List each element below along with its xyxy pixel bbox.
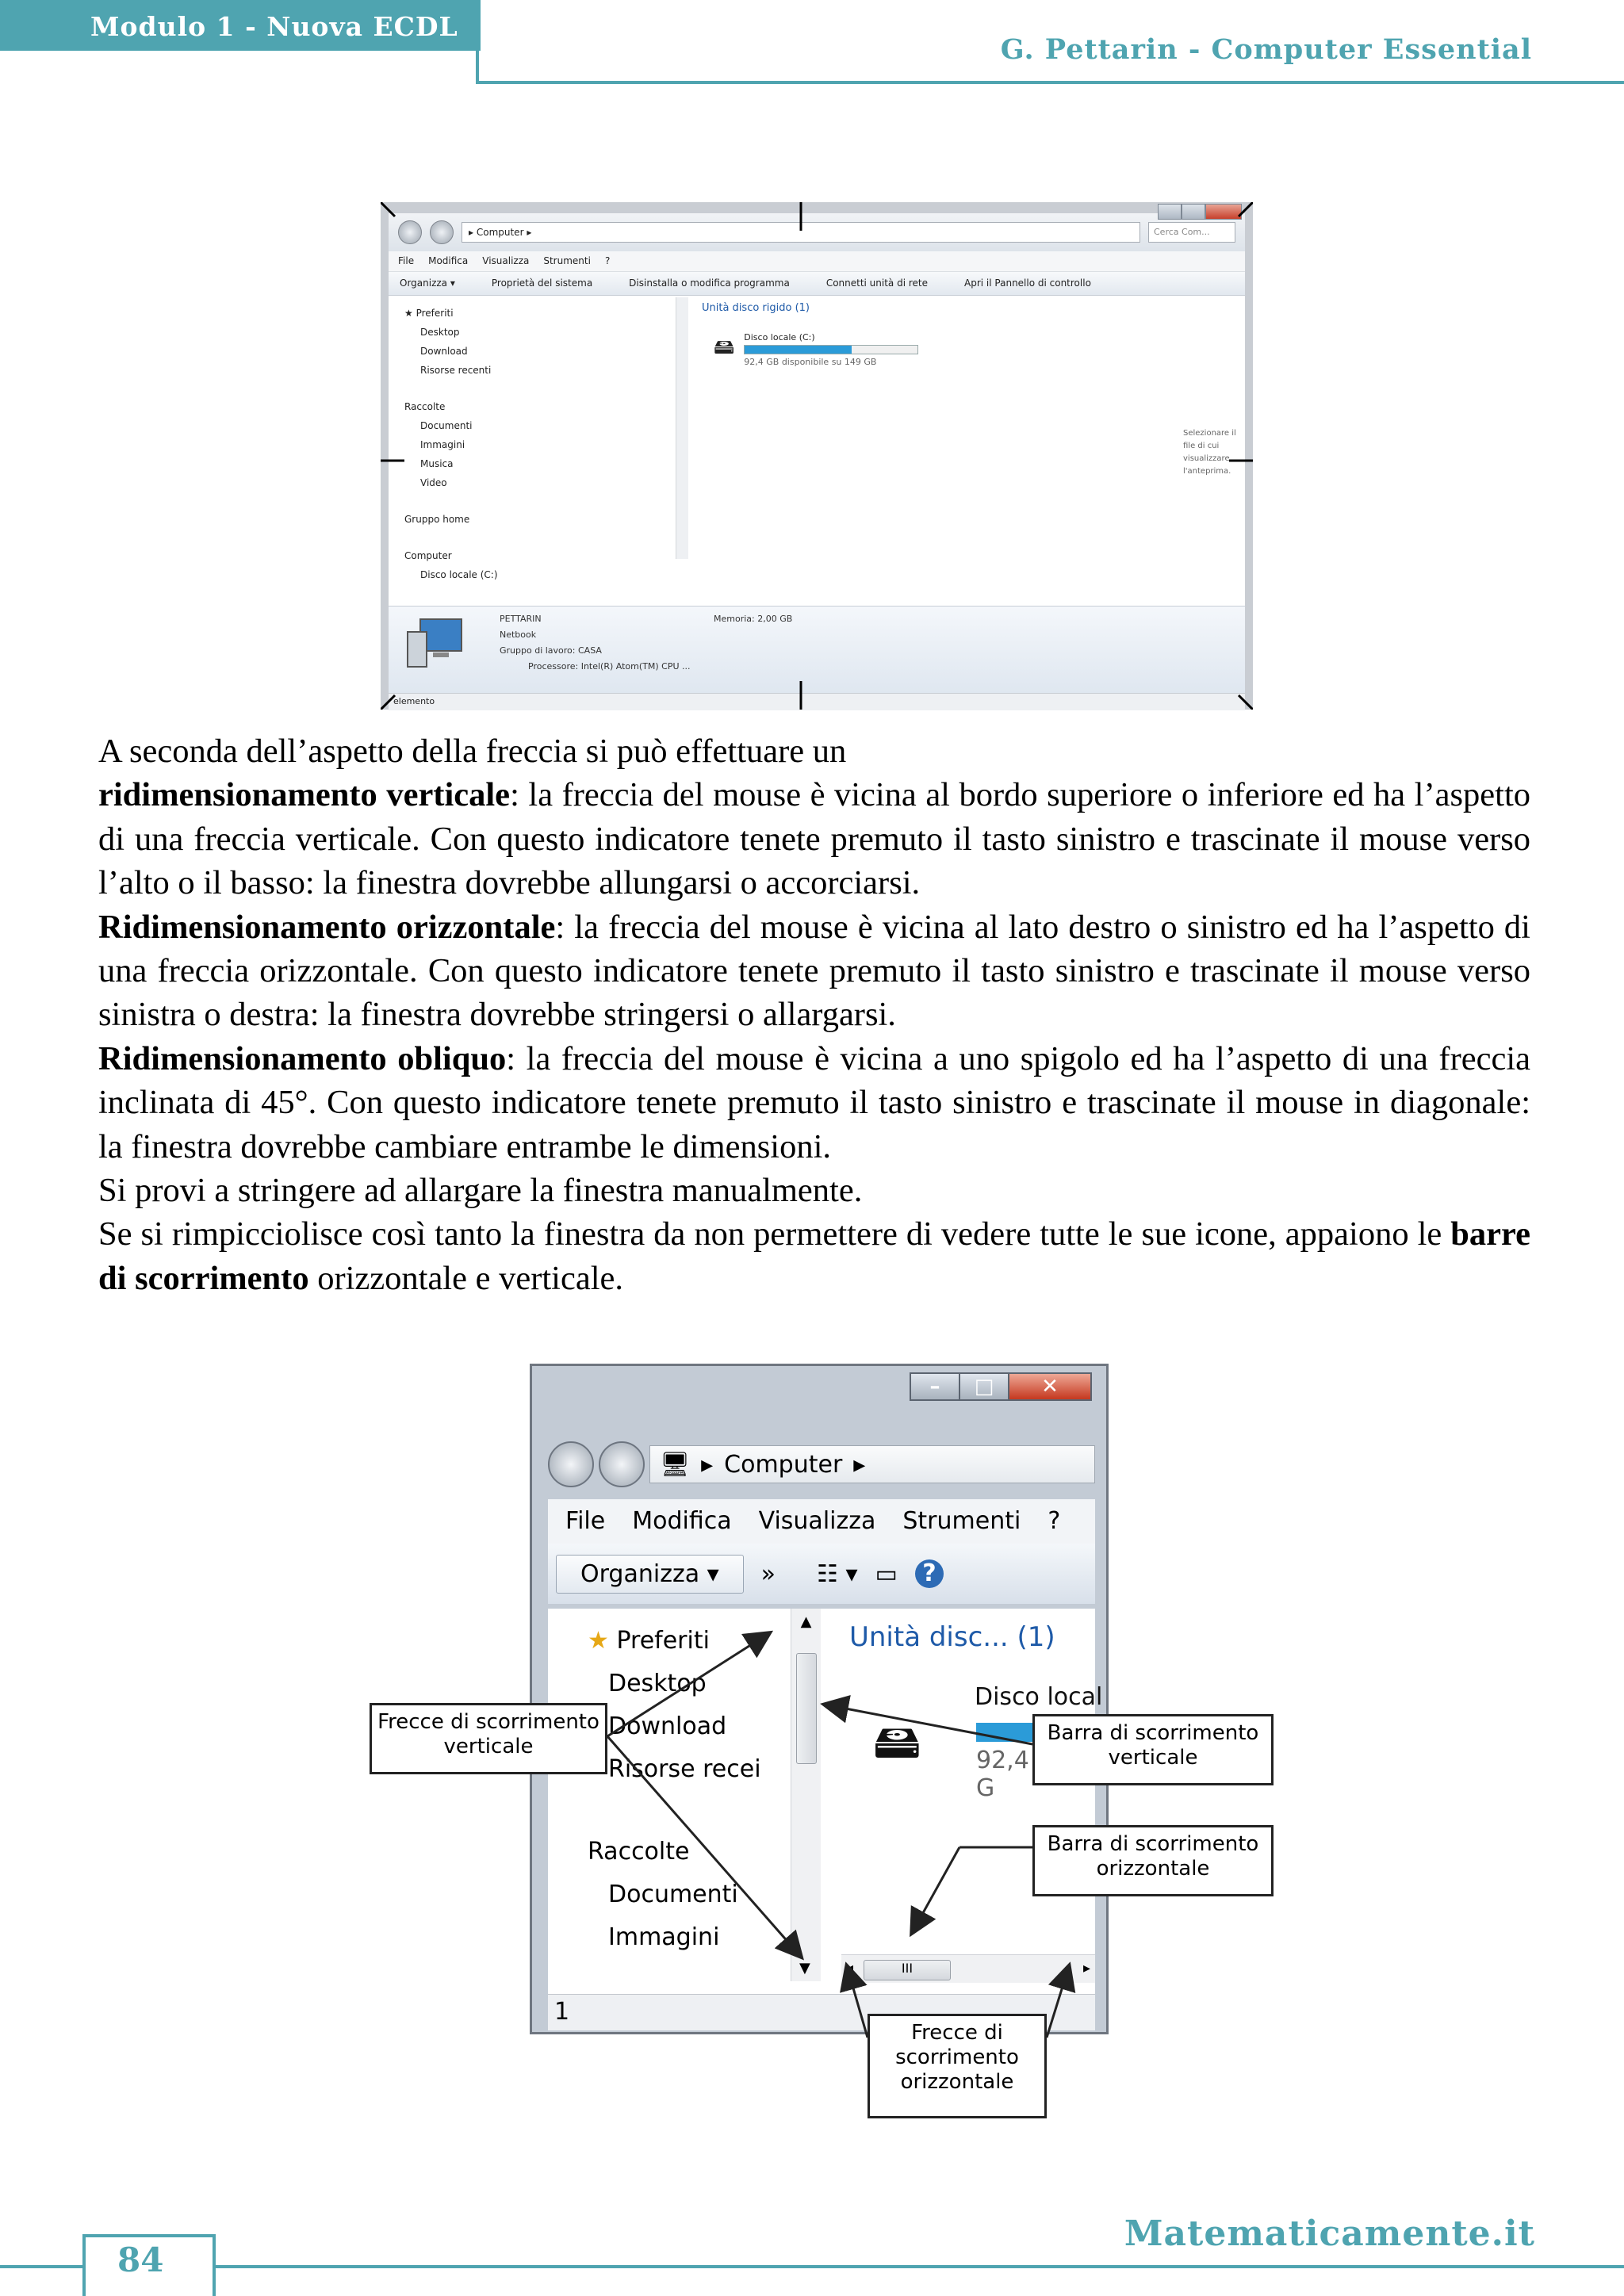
menu-view[interactable]: Visualizza: [758, 1507, 876, 1535]
organize-button[interactable]: Organizza ▾: [556, 1555, 744, 1594]
header-rule: [476, 81, 1624, 84]
term-oblique: Ridimensionamento obliquo: [98, 1039, 507, 1077]
drive-name: Disco locale (C:): [744, 332, 815, 342]
nav-libraries[interactable]: Raccolte: [588, 1838, 690, 1866]
back-button-icon[interactable]: [548, 1441, 594, 1487]
hard-drive-icon: 🖴: [714, 335, 735, 359]
menu-file[interactable]: File: [398, 255, 415, 266]
navigation-pane: [548, 1609, 786, 1994]
footer-rule: [0, 2265, 1624, 2268]
map-network-drive-button[interactable]: Connetti unità di rete: [825, 277, 929, 289]
nav-recent[interactable]: Risorse recenti: [420, 365, 492, 376]
star-icon: ★: [588, 1627, 609, 1655]
section-header: Unità disc... (1): [849, 1621, 1055, 1653]
menu-edit[interactable]: Modifica: [632, 1507, 732, 1535]
scroll-down-arrow-icon[interactable]: ▼: [799, 1960, 810, 1976]
computer-icon: 🖥: [660, 1450, 691, 1479]
section-header: Unità disco rigido (1): [702, 302, 810, 314]
computer-type: Netbook: [500, 629, 537, 640]
address-bar[interactable]: ▸ Computer ▸: [462, 222, 1140, 243]
maximize-button[interactable]: □: [959, 1372, 1009, 1401]
header-module-label: Modulo 1 - Nuova ECDL: [0, 0, 481, 51]
header-divider: [476, 51, 479, 82]
hard-drive-icon: 🖴: [873, 1714, 921, 1770]
address-row: [548, 1439, 1095, 1490]
forward-button-icon[interactable]: [599, 1441, 645, 1487]
computer-workgroup: Gruppo di lavoro: CASA: [500, 645, 602, 656]
nav-video[interactable]: Video: [420, 477, 447, 488]
paragraph-horizontal-text: : la freccia del mouse è vicina al lato destro o sinistro ed ha l’aspetto di una freccia orizzontale. Con questo indicatore tenete premuto il tasto sinistro e trascinate il mouse verso sinistra o destra: la finestra dovrebbe stringersi o allargarsi.: [98, 908, 1530, 1034]
paragraph-horizontal: [98, 905, 1530, 1037]
callout-vertical-arrows: Frecce di scorrimento verticale: [370, 1703, 607, 1774]
horizontal-scrollbar[interactable]: [841, 1954, 1095, 1983]
paragraph-vertical-text: : la freccia del mouse è vicina al bordo superiore o inferiore ed ha l’aspetto di una freccia verticale. Con questo indicatore tenete premuto il tasto sinistro e trascinate il mouse verso l’alto o il basso: la finestra dovrebbe allungarsi o accorciarsi.: [98, 776, 1531, 902]
nav-documents[interactable]: Documenti: [608, 1881, 738, 1908]
nav-label: Preferiti: [416, 308, 454, 319]
nav-favorites[interactable]: [588, 1620, 786, 1663]
paragraph-oblique: [98, 1037, 1530, 1169]
minimize-button[interactable]: –: [910, 1372, 960, 1401]
computer-processor: Processore: Intel(R) Atom(TM) CPU ...: [528, 661, 691, 672]
paragraph-scrollbars-text-a: Se si rimpicciolisce così tanto la finestra da non permettere di vedere tutte le sue icone, appaiono le: [98, 1215, 1451, 1253]
paragraph-scrollbars-text-b: orizzontale e verticale.: [308, 1259, 624, 1297]
term-horizontal: Ridimensionamento orizzontale: [98, 908, 556, 946]
nav-local-disk[interactable]: Disco locale (C:): [420, 569, 498, 580]
menu-file[interactable]: File: [565, 1507, 606, 1535]
menu-view[interactable]: Visualizza: [482, 255, 530, 266]
paragraph-scrollbars: [98, 1212, 1530, 1300]
scrollbars-screenshot: [530, 1364, 1109, 2034]
address-text: Computer: [724, 1450, 843, 1479]
toolbar: [548, 1544, 1095, 1604]
address-bar[interactable]: 🖥 ▸ Computer ▸: [649, 1445, 1095, 1483]
more-commands-button[interactable]: »: [760, 1559, 776, 1588]
header-author-title: G. Pettarin - Computer Essential: [1000, 33, 1532, 66]
body-text: [98, 729, 1530, 1300]
computer-memory: Memoria: 2,00 GB: [714, 614, 793, 624]
control-panel-button[interactable]: Apri il Pannello di controllo: [964, 277, 1091, 289]
paragraph-vertical: [98, 773, 1530, 905]
preview-pane-icon[interactable]: ▭: [875, 1559, 898, 1588]
resize-arrow-bottom-left: [381, 695, 395, 710]
callout-vertical-bar: Barra di scorrimento verticale: [1032, 1714, 1274, 1785]
paragraph-intro: A seconda dell’aspetto della freccia si può effettuare un: [98, 733, 847, 770]
status-bar: 1: [548, 1994, 1095, 2030]
star-icon: ★: [404, 308, 413, 319]
close-button[interactable]: ✕: [1008, 1372, 1092, 1401]
computer-name: PETTARIN: [500, 614, 542, 624]
window-body: [548, 1609, 1103, 1994]
nav-label: Preferiti: [616, 1627, 710, 1655]
small-explorer-window: [530, 1364, 1109, 2034]
drive-free-space: 92,4 GB disponibile su 149 GB: [744, 357, 877, 367]
explorer-resize-screenshot: [381, 202, 1253, 710]
nav-download[interactable]: Download: [420, 346, 468, 357]
help-icon[interactable]: ?: [915, 1559, 944, 1588]
resize-arrow-bottom-right: [1239, 695, 1253, 710]
horizontal-scroll-thumb[interactable]: III: [864, 1960, 951, 1980]
search-input[interactable]: Cerca Com...: [1148, 222, 1235, 243]
footer-site: Matematicamente.it: [1124, 2214, 1535, 2254]
views-icon[interactable]: ☷ ▾: [817, 1559, 858, 1588]
nav-pictures[interactable]: Immagini: [420, 439, 465, 450]
organize-button[interactable]: Organizza ▾: [400, 277, 455, 289]
paragraph-try: Si provi a stringere ad allargare la finestra manualmente.: [98, 1172, 863, 1210]
scroll-up-arrow-icon[interactable]: ▲: [800, 1613, 812, 1630]
nav-libraries[interactable]: Raccolte: [404, 401, 446, 412]
preview-hint: Selezionare il file di cui visualizzare l'anteprima.: [1183, 429, 1236, 476]
resize-arrows-overlay: [381, 202, 1253, 710]
menu-tools[interactable]: Strumenti: [543, 255, 591, 266]
nav-computer[interactable]: Computer: [404, 550, 452, 561]
term-vertical: ridimensionamento verticale: [98, 776, 511, 814]
window-controls: [911, 1372, 1092, 1401]
menu-help[interactable]: ?: [1048, 1507, 1061, 1535]
nav-music[interactable]: Musica: [420, 458, 454, 469]
menu-bar: [548, 1499, 1095, 1544]
vertical-scrollbar[interactable]: [791, 1609, 821, 1981]
scroll-left-arrow-icon[interactable]: ◂: [846, 1960, 854, 1976]
callout-horizontal-arrows: Frecce di scorrimento orizzontale: [868, 2014, 1047, 2118]
callout-horizontal-bar: Barra di scorrimento orizzontale: [1032, 1825, 1274, 1896]
drive-name: Disco local: [975, 1683, 1103, 1711]
vertical-scroll-thumb[interactable]: [796, 1653, 817, 1764]
drive-free-space: 92,4 G: [976, 1747, 1029, 1802]
menu-help[interactable]: ?: [604, 255, 611, 266]
address-text: Computer: [476, 227, 524, 238]
resize-arrow-top-left: [381, 202, 395, 216]
page-number: 84: [117, 2241, 164, 2279]
status-bar: elemento: [389, 693, 1245, 710]
paragraph-oblique-text: : la freccia del mouse è vicina a uno spigolo ed ha l’aspetto di una freccia inclinata di 45°. Con questo indicatore tenete premuto il tasto sinistro e trascinate il mouse in diagonale: la finestra dovrebbe cambiare entrambe le dimensioni.: [98, 1039, 1530, 1165]
resize-arrow-top-right: [1239, 202, 1253, 216]
nav-desktop[interactable]: Desktop: [608, 1670, 707, 1697]
system-properties-button[interactable]: Proprietà del sistema: [491, 277, 593, 289]
menu-edit[interactable]: Modifica: [428, 255, 469, 266]
scroll-right-arrow-icon[interactable]: ▸: [1082, 1960, 1090, 1976]
nav-desktop[interactable]: Desktop: [420, 327, 460, 338]
menu-tools[interactable]: Strumenti: [902, 1507, 1021, 1535]
term-scrollbars: barre di scorrimento: [98, 1215, 1530, 1297]
nav-download[interactable]: Download: [608, 1712, 727, 1740]
nav-homegroup[interactable]: Gruppo home: [404, 514, 470, 525]
nav-pictures[interactable]: Immagini: [608, 1923, 720, 1951]
nav-documents[interactable]: Documenti: [420, 420, 473, 431]
nav-recent[interactable]: Risorse recei: [608, 1755, 761, 1783]
uninstall-program-button[interactable]: Disinstalla o modifica programma: [629, 277, 790, 289]
